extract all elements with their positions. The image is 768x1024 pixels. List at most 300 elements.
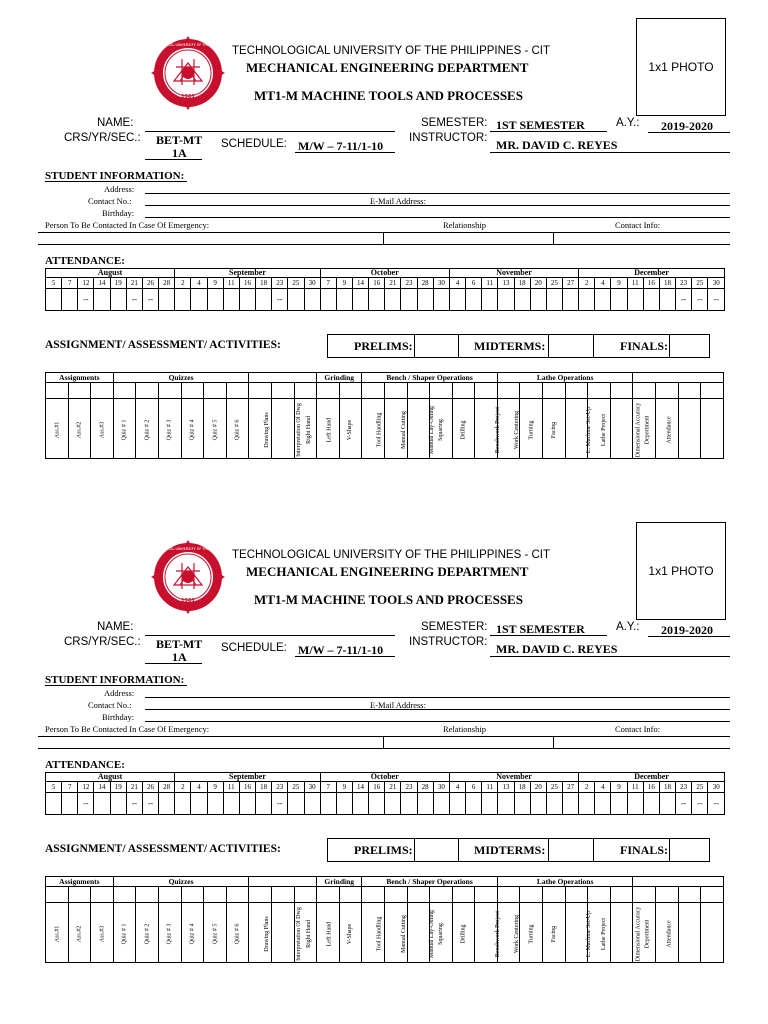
attendance-mark-cell[interactable]	[94, 289, 110, 311]
attendance-mark-cell[interactable]	[223, 793, 239, 815]
grades-score-cell[interactable]	[249, 887, 272, 903]
grades-score-cell[interactable]	[565, 383, 588, 399]
midterms-field[interactable]	[549, 335, 592, 357]
address-label: Address:	[104, 184, 135, 194]
grades-column-header	[46, 399, 69, 459]
photo-box[interactable]	[636, 522, 726, 620]
grades-score-cell[interactable]	[113, 383, 136, 399]
svg-text:TECHNOLOGICAL UNIVERSITY OF TH: TECHNOLOGICAL UNIVERSITY OF THE PHILIPPINES	[145, 547, 231, 551]
attendance-month: December	[579, 269, 725, 278]
attendance-mark-cell[interactable]	[482, 793, 498, 815]
attendance-mark-cell[interactable]	[514, 793, 530, 815]
attendance-day: 28	[417, 278, 433, 289]
attendance-mark-cell[interactable]	[304, 289, 320, 311]
attendance-day: 2	[579, 782, 595, 793]
attendance-day: 19	[110, 782, 126, 793]
grades-score-cell[interactable]	[113, 887, 136, 903]
course-title: MT1-M MACHINE TOOLS AND PROCESSES	[254, 592, 523, 607]
grades-column-label: Deportment	[644, 415, 651, 444]
contact-field[interactable]	[145, 709, 730, 710]
grades-column-label: Ass.#1	[53, 925, 60, 942]
grades-score-cell[interactable]	[384, 383, 407, 399]
attendance-day: 14	[94, 278, 110, 289]
grades-column-header	[226, 903, 249, 963]
attendance-mark-cell[interactable]	[256, 289, 272, 311]
svg-text:1901: 1901	[181, 94, 195, 100]
grades-score-cell[interactable]	[46, 383, 69, 399]
attendance-mark-cell[interactable]	[336, 289, 352, 311]
grades-score-cell[interactable]	[46, 887, 69, 903]
grades-score-cell[interactable]	[430, 383, 453, 399]
prelims-label: PRELIMS:	[354, 843, 413, 857]
grades-score-cell[interactable]	[520, 887, 543, 903]
attendance-month: September	[175, 269, 320, 278]
attendance-mark-cell[interactable]: --	[708, 289, 725, 311]
attendance-mark-cell[interactable]	[191, 289, 207, 311]
attendance-marks-row	[46, 289, 725, 311]
attendance-mark-cell[interactable]: --	[708, 793, 725, 815]
grades-score-cell[interactable]	[136, 383, 159, 399]
grades-score-cell[interactable]	[271, 383, 294, 399]
grades-score-cell[interactable]	[610, 887, 633, 903]
address-field[interactable]	[145, 193, 730, 194]
grades-score-cell[interactable]	[565, 887, 588, 903]
grades-column-label: Ass.#2	[76, 925, 83, 942]
attendance-mark-cell[interactable]: --	[78, 793, 94, 815]
attendance-day: 9	[336, 278, 352, 289]
grades-score-cell[interactable]	[91, 887, 114, 903]
attendance-mark-cell[interactable]	[659, 289, 675, 311]
midterms-label: MIDTERMS:	[474, 339, 546, 353]
grades-column-label: Left Hand	[326, 921, 333, 946]
attendance-day: 18	[256, 278, 272, 289]
attendance-day: 4	[449, 782, 465, 793]
name-field[interactable]	[145, 635, 395, 636]
ay-underline	[648, 636, 730, 637]
grades-score-cell[interactable]	[407, 383, 430, 399]
grades-score-cell[interactable]	[701, 383, 724, 399]
ay-label: A.Y.:	[616, 117, 640, 129]
schedule-label: SCHEDULE:	[221, 138, 287, 150]
grades-score-cell[interactable]	[136, 887, 159, 903]
attendance-mark-cell[interactable]	[46, 289, 62, 311]
grades-column-header	[339, 903, 362, 963]
grades-group-header: Lathe Operations	[497, 877, 633, 887]
department-name: MECHANICAL ENGINEERING DEPARTMENT	[246, 60, 529, 75]
university-name: TECHNOLOGICAL UNIVERSITY OF THE PHILIPPINES - CIT	[232, 45, 551, 57]
birthday-label: Birthday:	[102, 208, 135, 218]
grades-group-header: Assignments	[46, 877, 114, 887]
attendance-day: 18	[514, 278, 530, 289]
emergency-field[interactable]	[38, 232, 730, 233]
ay-value: 2019-2020	[661, 119, 713, 133]
attendance-mark-cell[interactable]	[385, 289, 401, 311]
attendance-title: ATTENDANCE:	[45, 759, 125, 771]
photo-label: 1x1 PHOTO	[648, 564, 714, 578]
grades-score-cell[interactable]	[497, 383, 520, 399]
grades-score-cell[interactable]	[204, 383, 227, 399]
attendance-day: 30	[304, 278, 320, 289]
grades-score-cell[interactable]	[543, 887, 566, 903]
attendance-mark-cell[interactable]	[207, 289, 223, 311]
attendance-mark-cell[interactable]	[433, 289, 449, 311]
grades-score-cell[interactable]	[158, 887, 181, 903]
attendance-day: 16	[239, 782, 255, 793]
attendance-day: 18	[514, 782, 530, 793]
attendance-day: 23	[272, 782, 288, 793]
grades-score-cell[interactable]	[497, 887, 520, 903]
grades-score-cell[interactable]	[158, 383, 181, 399]
divider	[458, 838, 459, 862]
svg-text:TECHNOLOGICAL UNIVERSITY OF TH: TECHNOLOGICAL UNIVERSITY OF THE PHILIPPINES	[145, 43, 231, 47]
grades-column-label: Facing	[550, 925, 557, 942]
attendance-mark-cell[interactable]	[627, 289, 643, 311]
attendance-mark-cell[interactable]: --	[692, 793, 708, 815]
attendance-day: 7	[320, 782, 336, 793]
attendance-mark-cell[interactable]	[530, 793, 546, 815]
grades-score-cell[interactable]	[271, 887, 294, 903]
grades-score-cell[interactable]	[656, 887, 679, 903]
grades-group-header	[249, 373, 317, 383]
department-name: MECHANICAL ENGINEERING DEPARTMENT	[246, 564, 529, 579]
attendance-mark-cell[interactable]	[369, 793, 385, 815]
attendance-mark-cell[interactable]	[546, 289, 562, 311]
grades-column-header	[136, 903, 159, 963]
attendance-mark-cell[interactable]: --	[126, 289, 142, 311]
grades-score-cell[interactable]	[249, 383, 272, 399]
grades-column-header	[543, 399, 566, 459]
attendance-mark-cell[interactable]: --	[126, 793, 142, 815]
attendance-day: 16	[643, 278, 659, 289]
attendance-day: 23	[676, 278, 692, 289]
attendance-mark-cell[interactable]	[320, 289, 336, 311]
attendance-mark-cell[interactable]	[110, 793, 126, 815]
name-label: NAME:	[97, 117, 134, 129]
prelims-field[interactable]	[415, 335, 457, 357]
grades-column-header	[384, 903, 407, 963]
attendance-mark-cell[interactable]	[401, 793, 417, 815]
grades-score-cell[interactable]	[339, 887, 362, 903]
attendance-mark-cell[interactable]	[304, 793, 320, 815]
emergency-label: Person To Be Contacted In Case Of Emergency:	[45, 220, 210, 230]
attendance-mark-cell[interactable]	[159, 289, 175, 311]
grades-group-header: Lathe Operations	[497, 373, 633, 383]
address-field[interactable]	[145, 697, 730, 698]
grades-score-cell[interactable]	[520, 383, 543, 399]
attendance-day: 12	[78, 278, 94, 289]
attendance-day: 2	[175, 278, 191, 289]
divider	[383, 736, 384, 748]
grades-column-header	[610, 399, 642, 459]
attendance-day: 4	[191, 278, 207, 289]
grades-score-cell[interactable]	[475, 383, 498, 399]
attendance-marks-row	[46, 793, 725, 815]
grades-score-cell[interactable]	[701, 887, 724, 903]
attendance-mark-cell[interactable]	[159, 793, 175, 815]
attendance-mark-cell[interactable]	[482, 289, 498, 311]
photo-box[interactable]	[636, 18, 726, 116]
attendance-day: 14	[352, 278, 368, 289]
grades-column-label: Facing	[550, 421, 557, 438]
attendance-day: 25	[546, 782, 562, 793]
attendance-mark-cell[interactable]	[417, 793, 433, 815]
attendance-mark-cell[interactable]	[94, 793, 110, 815]
student-record-form	[0, 0, 768, 500]
attendance-mark-cell[interactable]	[369, 289, 385, 311]
crs-value-line2: 1A	[172, 650, 187, 664]
attendance-mark-cell[interactable]	[223, 289, 239, 311]
grades-column-header	[317, 903, 340, 963]
attendance-mark-cell[interactable]	[466, 793, 482, 815]
grades-column-header	[362, 903, 385, 963]
emergency-field[interactable]	[38, 736, 730, 737]
grades-score-cell[interactable]	[226, 383, 249, 399]
attendance-mark-cell[interactable]	[546, 793, 562, 815]
grades-group-header: Bench / Shaper Operations	[362, 373, 498, 383]
contact-field[interactable]	[145, 205, 730, 206]
attendance-mark-cell[interactable]	[579, 289, 595, 311]
student-info-title: STUDENT INFORMATION:	[45, 170, 185, 182]
grades-column-label: Lathe Project	[601, 413, 608, 446]
attendance-day: 30	[708, 782, 725, 793]
grades-column-label: Attendance	[666, 415, 673, 444]
grades-score-cell[interactable]	[588, 887, 611, 903]
attendance-mark-cell[interactable]: --	[692, 289, 708, 311]
schedule-underline	[295, 656, 395, 657]
attendance-mark-cell[interactable]	[336, 793, 352, 815]
attendance-mark-cell[interactable]	[175, 289, 191, 311]
attendance-mark-cell[interactable]	[449, 289, 465, 311]
attendance-mark-cell[interactable]	[46, 793, 62, 815]
crs-label: CRS/YR/SEC.:	[64, 636, 141, 648]
grades-column-label: Interpretation Of Dwg	[295, 402, 302, 457]
grades-score-cell[interactable]	[317, 887, 340, 903]
attendance-mark-cell[interactable]	[563, 289, 579, 311]
schedule-value: M/W – 7-11/1-10	[298, 643, 384, 657]
prelims-field[interactable]	[415, 839, 457, 861]
attendance-mark-cell[interactable]	[62, 793, 78, 815]
attendance-mark-cell[interactable]: --	[142, 289, 158, 311]
attendance-mark-cell[interactable]	[175, 793, 191, 815]
grades-column-header	[565, 903, 592, 963]
grades-score-cell[interactable]	[430, 887, 453, 903]
grades-column-label: Turning	[528, 419, 535, 440]
attendance-mark-cell[interactable]	[288, 793, 304, 815]
attendance-mark-cell[interactable]	[579, 793, 595, 815]
grades-column-label: Quiz # 2	[144, 923, 151, 944]
instructor-underline	[490, 152, 730, 153]
student-record-form	[0, 504, 768, 1004]
grades-column-header	[656, 903, 679, 963]
attendance-day: 23	[401, 782, 417, 793]
grades-score-cell[interactable]	[68, 887, 91, 903]
grades-score-cell[interactable]	[452, 383, 475, 399]
attendance-mark-cell[interactable]	[62, 289, 78, 311]
attendance-days-row	[46, 782, 725, 793]
grades-column-label: Ass.#1	[53, 421, 60, 438]
grades-column-header	[520, 903, 543, 963]
grades-score-cell[interactable]	[633, 383, 656, 399]
grades-column-label: Attendance	[666, 919, 673, 948]
grades-score-cell[interactable]	[678, 887, 701, 903]
finals-field[interactable]	[670, 335, 709, 357]
grades-score-cell[interactable]	[68, 383, 91, 399]
grades-column-header	[339, 399, 362, 459]
divider	[383, 232, 384, 244]
attendance-mark-cell[interactable]	[433, 793, 449, 815]
instructor-label: INSTRUCTOR:	[409, 132, 488, 144]
grades-score-cell[interactable]	[656, 383, 679, 399]
grades-column-header	[317, 399, 340, 459]
grades-score-cell[interactable]	[407, 887, 430, 903]
grades-score-cell[interactable]	[204, 887, 227, 903]
attendance-table	[45, 772, 725, 815]
grades-score-cell[interactable]	[588, 383, 611, 399]
grades-column-header	[701, 903, 724, 963]
contact-info-label: Contact Info:	[615, 724, 661, 734]
grades-score-cell[interactable]	[384, 887, 407, 903]
attendance-mark-cell[interactable]	[401, 289, 417, 311]
attendance-day: 27	[563, 278, 579, 289]
grades-score-cell[interactable]	[543, 383, 566, 399]
midterms-field[interactable]	[549, 839, 592, 861]
attendance-day: 11	[223, 782, 239, 793]
attendance-mark-cell[interactable]	[643, 793, 659, 815]
grades-column-header	[475, 903, 502, 963]
grades-column-label: Ass.#2	[76, 421, 83, 438]
semester-value: 1ST SEMESTER	[496, 622, 585, 636]
grades-score-cell[interactable]	[339, 383, 362, 399]
attendance-day: 26	[142, 278, 158, 289]
grades-score-cell[interactable]	[91, 383, 114, 399]
grades-column-label: Manual Lay-Outing	[428, 405, 435, 454]
emergency-bottom-line	[38, 748, 730, 749]
attendance-day: 28	[417, 782, 433, 793]
attendance-mark-cell[interactable]	[659, 793, 675, 815]
attendance-day: 6	[466, 278, 482, 289]
attendance-day: 2	[175, 782, 191, 793]
attendance-mark-cell[interactable]	[563, 793, 579, 815]
grades-score-cell[interactable]	[610, 383, 633, 399]
attendance-mark-cell[interactable]	[498, 289, 514, 311]
grades-score-cell[interactable]	[317, 383, 340, 399]
grades-column-label: V-Shape	[347, 419, 354, 440]
attendance-mark-cell[interactable]: --	[78, 289, 94, 311]
attendance-mark-cell[interactable]	[595, 793, 611, 815]
attendance-mark-cell[interactable]	[595, 289, 611, 311]
grades-column-header	[362, 399, 385, 459]
attendance-mark-cell[interactable]	[417, 289, 433, 311]
attendance-day: 11	[627, 782, 643, 793]
attendance-day: 14	[94, 782, 110, 793]
attendance-mark-cell[interactable]: --	[142, 793, 158, 815]
attendance-month: November	[449, 269, 578, 278]
attendance-day: 9	[207, 278, 223, 289]
attendance-mark-cell[interactable]	[530, 289, 546, 311]
attendance-mark-cell[interactable]	[256, 793, 272, 815]
divider	[593, 334, 594, 358]
grades-score-cell[interactable]	[226, 887, 249, 903]
attendance-mark-cell[interactable]	[611, 289, 627, 311]
activities-title: ASSIGNMENT/ ASSESSMENT/ ACTIVITIES:	[45, 339, 281, 351]
university-name: TECHNOLOGICAL UNIVERSITY OF THE PHILIPPINES - CIT	[232, 549, 551, 561]
attendance-mark-cell[interactable]	[320, 793, 336, 815]
grades-column-header	[678, 399, 701, 459]
grades-column-label: Ass.#3	[98, 421, 105, 438]
attendance-mark-cell[interactable]	[643, 289, 659, 311]
grades-score-cell[interactable]	[475, 887, 498, 903]
attendance-mark-cell[interactable]	[239, 289, 255, 311]
grades-table	[45, 372, 724, 459]
grades-column-label: Tool Handling	[376, 916, 383, 951]
birthday-field[interactable]	[145, 217, 730, 218]
attendance-mark-cell[interactable]	[466, 289, 482, 311]
attendance-month: August	[46, 773, 175, 782]
attendance-mark-cell[interactable]: --	[272, 289, 288, 311]
attendance-mark-cell[interactable]	[611, 793, 627, 815]
grades-score-cell[interactable]	[633, 887, 656, 903]
attendance-mark-cell[interactable]: --	[676, 289, 692, 311]
grades-score-cell[interactable]	[181, 887, 204, 903]
grades-group-header: Bench / Shaper Operations	[362, 877, 498, 887]
grades-column-header	[181, 903, 204, 963]
attendance-day: 20	[530, 782, 546, 793]
grades-score-cell[interactable]	[294, 383, 317, 399]
attendance-mark-cell[interactable]	[352, 289, 368, 311]
grades-column-header	[249, 903, 272, 963]
name-field[interactable]	[145, 131, 395, 132]
attendance-mark-cell[interactable]	[627, 793, 643, 815]
grades-column-header	[384, 399, 407, 459]
attendance-day: 11	[482, 278, 498, 289]
semester-value: 1ST SEMESTER	[496, 118, 585, 132]
grades-score-cell[interactable]	[181, 383, 204, 399]
attendance-mark-cell[interactable]	[498, 793, 514, 815]
grades-score-cell[interactable]	[294, 887, 317, 903]
attendance-day: 20	[530, 278, 546, 289]
attendance-day: 30	[433, 278, 449, 289]
grades-score-cell[interactable]	[362, 383, 385, 399]
attendance-mark-cell[interactable]: --	[272, 793, 288, 815]
attendance-month: October	[320, 269, 449, 278]
attendance-day: 12	[78, 782, 94, 793]
email-label: E-Mail Address:	[370, 196, 426, 206]
grades-column-label: Drilling	[460, 924, 467, 943]
attendance-day: 27	[563, 782, 579, 793]
grades-column-label: Dimensional Accuracy	[635, 906, 642, 961]
attendance-mark-cell[interactable]	[514, 289, 530, 311]
finals-field[interactable]	[670, 839, 709, 861]
tup-seal-logo	[145, 541, 231, 613]
grades-score-cell[interactable]	[452, 887, 475, 903]
grades-score-cell[interactable]	[362, 887, 385, 903]
attendance-mark-cell[interactable]	[239, 793, 255, 815]
emergency-label: Person To Be Contacted In Case Of Emergency:	[45, 724, 210, 734]
attendance-months-row	[46, 773, 725, 782]
attendance-mark-cell[interactable]	[385, 793, 401, 815]
attendance-mark-cell[interactable]: --	[676, 793, 692, 815]
grades-column-header	[678, 903, 701, 963]
birthday-field[interactable]	[145, 721, 730, 722]
attendance-mark-cell[interactable]	[110, 289, 126, 311]
attendance-mark-cell[interactable]	[288, 289, 304, 311]
grades-score-cell[interactable]	[678, 383, 701, 399]
attendance-mark-cell[interactable]	[207, 793, 223, 815]
attendance-mark-cell[interactable]	[191, 793, 207, 815]
grades-column-label: Quiz # 3	[166, 419, 173, 440]
attendance-mark-cell[interactable]	[449, 793, 465, 815]
attendance-mark-cell[interactable]	[352, 793, 368, 815]
